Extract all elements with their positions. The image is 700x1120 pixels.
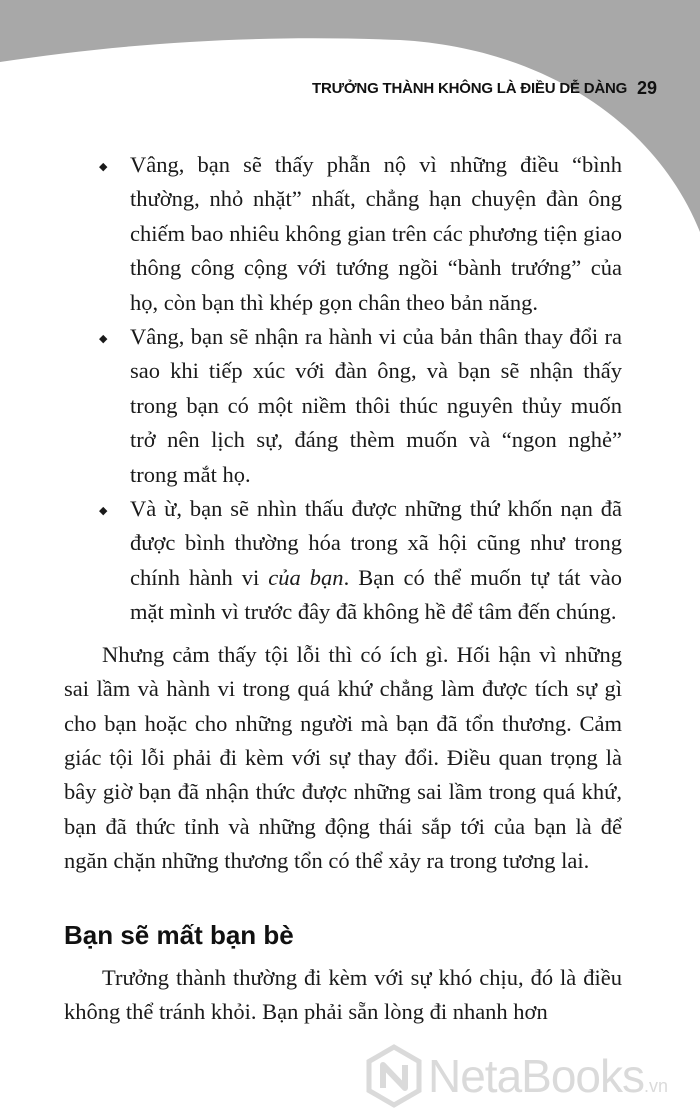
bullet-item: [64, 320, 622, 492]
watermark-brand-name: NetaBooks: [428, 1050, 645, 1102]
bullet-text-italic: của bạn: [268, 564, 344, 590]
bullet-list: [64, 148, 622, 630]
bullet-item: [64, 148, 622, 320]
netabooks-logo-icon: [362, 1044, 426, 1108]
watermark: [362, 1044, 692, 1108]
page-number: 29: [637, 78, 658, 98]
section-heading: Bạn sẽ mất bạn bè: [64, 919, 294, 950]
diamond-bullet-icon: ◆: [99, 161, 108, 173]
bullet-text: Vâng, bạn sẽ thấy phẫn nộ vì những điều “bình thường, nhỏ nhặt” nhất, chẳng hạn chuyện đàn ông chiếm bao nhiêu không gian trên các phương tiện giao thông công cộng với tướng ngồi “bành trướng” của họ, còn bạn thì khép gọn chân theo bản năng.: [130, 152, 622, 315]
diamond-bullet-icon: ◆: [99, 333, 108, 346]
bullet-text-start: Và ừ, bạn sẽ nhìn thấu được những thứ khốn nạn đã được bình thường hóa trong xã hội cũng như trong chính hành vi: [130, 496, 622, 590]
diamond-bullet-icon: ◆: [99, 505, 108, 518]
page-body: [64, 148, 622, 1029]
bullet-item: [64, 492, 622, 630]
body-paragraph: Nhưng cảm thấy tội lỗi thì có ích gì. Hối hận vì những sai lầm và hành vi trong quá khứ chẳng làm được tích sự gì cho bạn hoặc cho những người mà bạn đã tổn thương. Cảm giác tội lỗi phải đi kèm với sự thay đổi. Điều quan trọng là bây giờ bạn đã nhận thức được những sai lầm trong quá khứ, bạn đã thức tỉnh và những động thái sắp tới của bạn là để ngăn chặn những thương tổn có thể xảy ra trong tương lai.: [64, 641, 622, 874]
running-header: TRƯỞNG THÀNH KHÔNG LÀ ĐIỀU DỄ DÀNG: [312, 80, 628, 97]
bullet-text: Vâng, bạn sẽ nhận ra hành vi của bản thân thay đổi ra sao khi tiếp xúc với đàn ông, và bạn sẽ nhận thấy trong bạn có một niềm thôi thúc nguyên thủy muốn trở nên lịch sự, đáng thèm muốn và “ngon nghẻ” trong mắt họ.: [130, 324, 622, 487]
bullet-text-end: . Bạn có thể muốn tự tát vào mặt mình vì trước đây đã không hề để tâm đến chúng.: [130, 564, 622, 625]
watermark-domain-suffix: .vn: [644, 1076, 669, 1096]
body-paragraph: Trưởng thành thường đi kèm với sự khó chịu, đó là điều không thể tránh khỏi. Bạn phải sẵn lòng đi nhanh hơn: [64, 964, 622, 1024]
bullet-text: [130, 496, 622, 624]
watermark-brand: [428, 1049, 668, 1103]
